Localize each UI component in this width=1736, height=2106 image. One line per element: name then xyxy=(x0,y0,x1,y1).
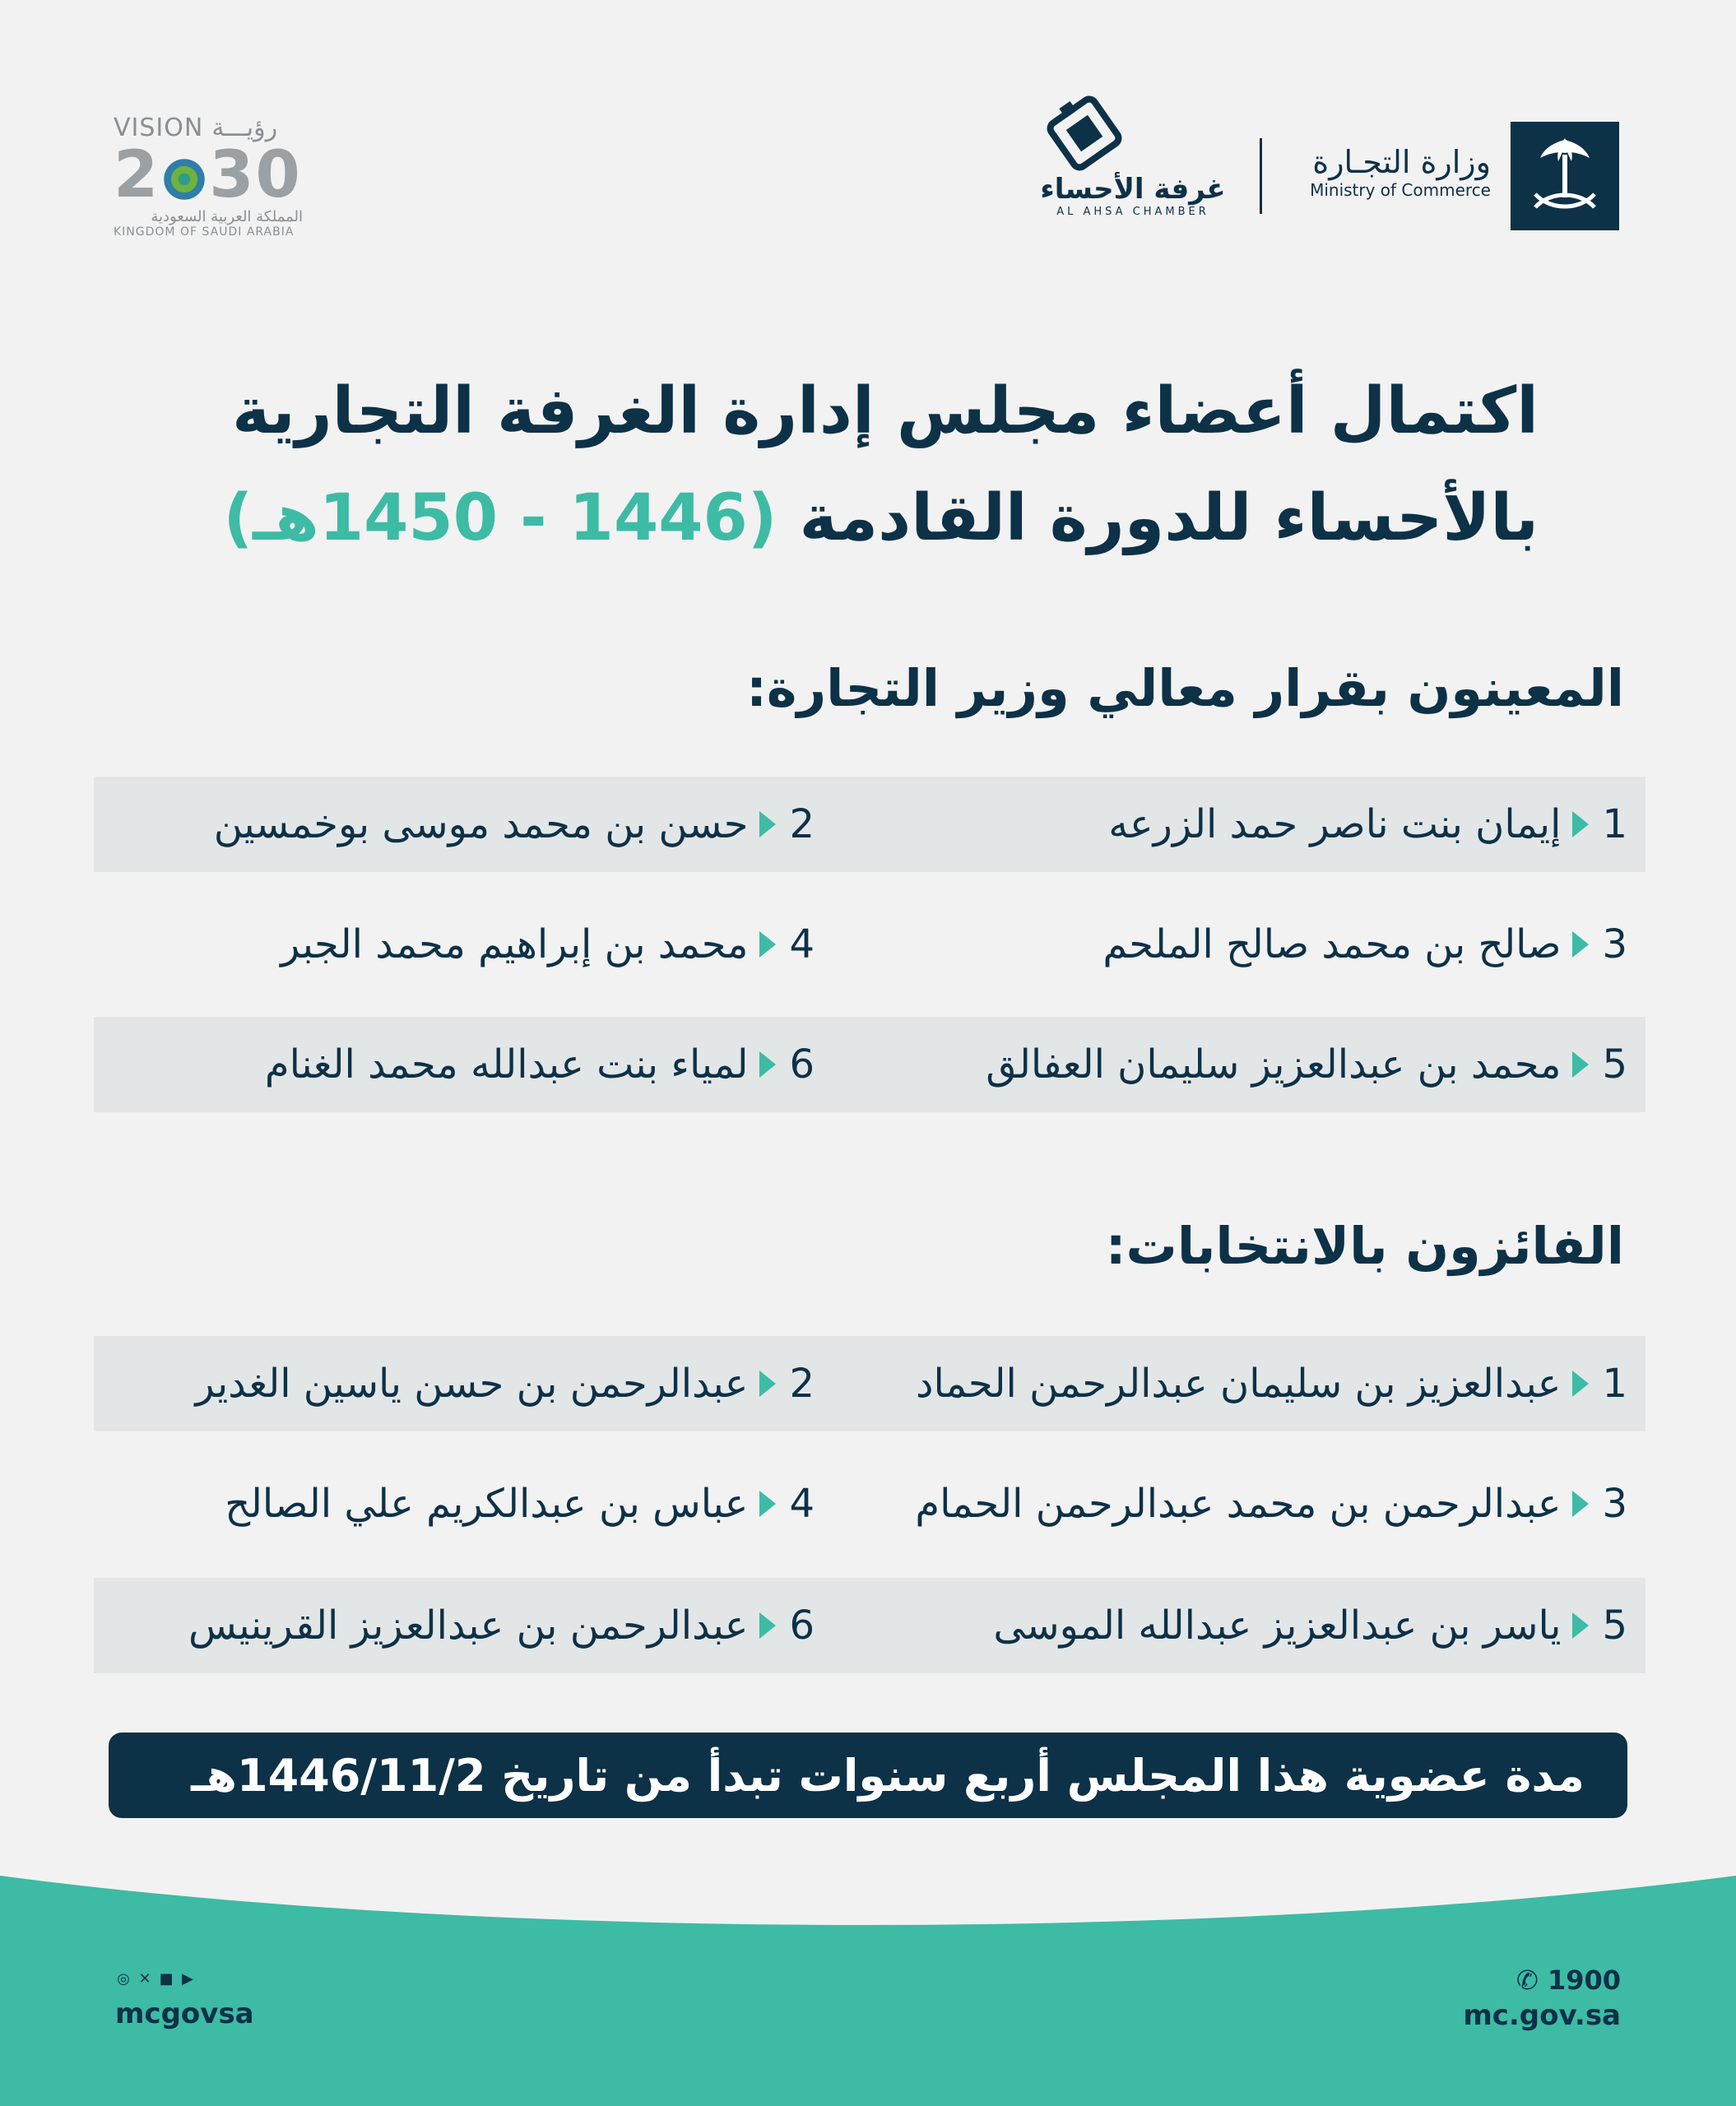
vision-ar: رؤيـــة xyxy=(211,114,278,142)
chamber-name xyxy=(1038,173,1228,218)
list-item xyxy=(281,897,815,992)
triangle-bullet-icon xyxy=(759,1612,776,1639)
item-number: 3 xyxy=(1602,921,1627,967)
item-number: 4 xyxy=(789,1481,815,1527)
list-item xyxy=(986,1017,1627,1112)
vision-emblem-icon xyxy=(161,156,207,202)
member-name: ياسر بن عبدالعزيز عبدالله الموسى xyxy=(993,1603,1562,1649)
vision-year: 2 30 xyxy=(114,138,302,212)
list-item xyxy=(916,1336,1627,1431)
member-name: عباس بن عبدالكريم علي الصالح xyxy=(225,1481,749,1527)
item-number: 2 xyxy=(789,1361,815,1407)
appointed-row-1 xyxy=(94,777,1645,872)
triangle-bullet-icon xyxy=(759,931,776,958)
triangle-bullet-icon xyxy=(759,1051,776,1078)
phone-icon: ✆ xyxy=(1516,1965,1548,1996)
ministry-name xyxy=(1267,144,1491,200)
ministry-name-ar: وزارة التجـارة xyxy=(1312,144,1491,180)
membership-term-banner xyxy=(109,1733,1627,1818)
list-item xyxy=(915,1456,1627,1552)
social-handle[interactable]: mcgovsa xyxy=(115,1997,254,2030)
phone-text: 1900 xyxy=(1547,1965,1621,1996)
elected-row-3 xyxy=(94,1578,1645,1673)
item-number: 5 xyxy=(1602,1041,1627,1088)
triangle-bullet-icon xyxy=(1572,1371,1589,1397)
item-number: 5 xyxy=(1602,1603,1627,1649)
vision-kingdom-en: KINGDOM OF SAUDI ARABIA xyxy=(114,225,295,239)
list-item xyxy=(993,1578,1627,1673)
appointed-row-3 xyxy=(94,1017,1645,1112)
membership-term-text: مدة عضوية هذا المجلس أربع سنوات تبدأ من تاريخ 1446/11/2هـ xyxy=(191,1749,1585,1802)
item-number: 1 xyxy=(1602,801,1627,847)
youtube-icon[interactable]: ▶ xyxy=(182,1970,193,1988)
triangle-bullet-icon xyxy=(759,1491,776,1517)
item-number: 6 xyxy=(789,1603,815,1649)
elected-heading: الفائزون بالانتخابات: xyxy=(1105,1216,1624,1276)
elected-row-2 xyxy=(94,1456,1645,1552)
list-item xyxy=(1102,897,1627,992)
elected-row-1 xyxy=(94,1336,1645,1431)
al-ahsa-chamber-icon xyxy=(1043,92,1126,174)
x-icon[interactable]: ✕ xyxy=(138,1970,151,1988)
member-name: حسن بن محمد موسى بوخمسين xyxy=(213,801,749,847)
vision-kingdom-ar: المملكة العربية السعودية xyxy=(151,208,303,225)
appointed-heading: المعينون بقرار معالي وزير التجارة: xyxy=(746,658,1624,718)
member-name: محمد بن إبراهيم محمد الجبر xyxy=(281,921,749,967)
triangle-bullet-icon xyxy=(1572,1491,1589,1517)
member-name: عبدالرحمن بن عبدالعزيز القرينيس xyxy=(188,1603,749,1649)
social-icons xyxy=(115,1971,196,1988)
list-item xyxy=(265,1017,815,1112)
member-name: لمياء بنت عبدالله محمد الغنام xyxy=(264,1041,749,1088)
title-line2-text: بالأحساء للدورة القادمة xyxy=(799,481,1539,555)
item-number: 6 xyxy=(789,1041,815,1088)
list-item xyxy=(188,1578,815,1673)
member-name: صالح بن محمد صالح الملحم xyxy=(1102,921,1562,967)
ministry-name-en: Ministry of Commerce xyxy=(1310,180,1491,200)
list-item xyxy=(195,1336,815,1431)
triangle-bullet-icon xyxy=(1572,1051,1589,1078)
header-divider xyxy=(1260,138,1262,214)
title-period: (1446 - 1450هـ) xyxy=(223,481,777,555)
phone-number[interactable] xyxy=(1374,1965,1621,1996)
member-name: إيمان بنت ناصر حمد الزرعه xyxy=(1108,801,1562,847)
list-item xyxy=(214,777,815,872)
member-name: عبدالعزيز بن سليمان عبدالرحمن الحماد xyxy=(916,1361,1562,1407)
triangle-bullet-icon xyxy=(1572,931,1589,958)
triangle-bullet-icon xyxy=(759,811,776,837)
page-title-line1: اكتمال أعضاء مجلس إدارة الغرفة التجارية xyxy=(232,374,1539,448)
website-link[interactable]: mc.gov.sa xyxy=(1463,1999,1621,2032)
chamber-name-ar: غرفة الأحساء xyxy=(1040,173,1226,206)
vision-en: VISION xyxy=(114,114,204,142)
instagram-icon[interactable]: ◎ xyxy=(117,1970,130,1988)
item-number: 4 xyxy=(789,921,815,967)
item-number: 1 xyxy=(1602,1361,1627,1407)
facebook-icon[interactable]: ■ xyxy=(159,1970,174,1988)
chamber-name-en: AL AHSA CHAMBER xyxy=(1056,206,1209,218)
saudi-emblem-icon xyxy=(1511,122,1619,230)
triangle-bullet-icon xyxy=(1572,811,1589,837)
item-number: 3 xyxy=(1602,1481,1627,1527)
member-name: محمد بن عبدالعزيز سليمان العفالق xyxy=(986,1041,1562,1088)
appointed-row-2 xyxy=(94,897,1645,992)
list-item xyxy=(1108,777,1627,872)
triangle-bullet-icon xyxy=(759,1371,776,1397)
page-title-line2 xyxy=(140,481,1539,555)
item-number: 2 xyxy=(789,801,815,847)
member-name: عبدالرحمن بن محمد عبدالرحمن الحمام xyxy=(915,1481,1562,1527)
triangle-bullet-icon xyxy=(1572,1612,1589,1639)
list-item xyxy=(225,1456,815,1552)
member-name: عبدالرحمن بن حسن ياسين الغدير xyxy=(195,1361,749,1407)
vision-2030-logo xyxy=(114,114,303,245)
